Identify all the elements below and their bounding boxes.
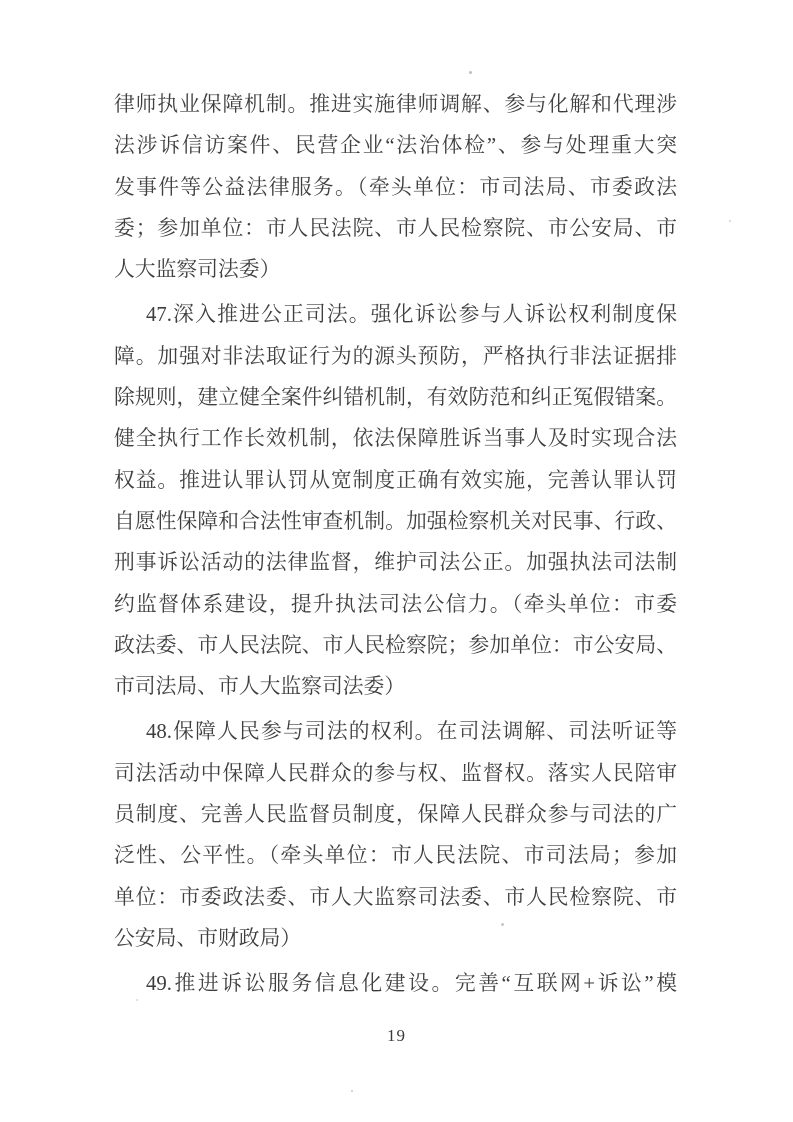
text-line: 市司法局、市人大监察司法委）: [114, 675, 406, 699]
paragraph-49: [114, 963, 677, 1004]
text-line: 48.保障人民参与司法的权利。在司法调解、司法听证等: [146, 720, 677, 744]
text-line: 员制度、完善人民监督员制度，保障人民群众参与司法的广: [114, 803, 677, 827]
text-line: 自愿性保障和合法性审查机制。加强检察机关对民事、行政、: [114, 509, 677, 533]
text-line: 单位：市委政法委、市人大监察司法委、市人民检察院、市: [114, 885, 677, 909]
text-line: 人大监察司法委）: [114, 258, 281, 282]
text-line: 发事件等公益法律服务。（牵头单位：市司法局、市委政法: [114, 175, 677, 199]
text-line: 泛性、公平性。（牵头单位：市人民法院、市司法局；参加: [114, 844, 677, 868]
scan-speck: [351, 1090, 353, 1092]
text-line: 49.推进诉讼服务信息化建设。完善“互联网+诉讼”模: [146, 972, 677, 996]
text-line: 律师执业保障机制。推进实施律师调解、参与化解和代理涉: [114, 93, 677, 116]
text-line: 权益。推进认罪认罚从宽制度正确有效实施，完善认罪认罚: [114, 468, 677, 492]
text-line: 政法委、市人民法院、市人民检察院；参加单位：市公安局、: [114, 633, 677, 657]
text-line: 司法活动中保障人民群众的参与权、监督权。落实人民陪审: [114, 761, 677, 785]
paragraph-46-continuation: [114, 84, 677, 290]
text-line: 公安局、市财政局）: [114, 926, 302, 950]
text-line: 47.深入推进公正司法。强化诉讼参与人诉讼权利制度保: [146, 303, 677, 327]
text-line: 刑事诉讼活动的法律监督，维护司法公正。加强执法司法制: [114, 551, 677, 575]
text-line: 法涉诉信访案件、民营企业“法治体检”、参与处理重大突: [114, 134, 677, 158]
page-number: 19: [387, 1026, 406, 1045]
text-line: 约监督体系建设，提升执法司法公信力。（牵头单位：市委: [114, 592, 677, 616]
scan-speck: [729, 220, 731, 222]
text-line: 障。加强对非法取证行为的源头预防，严格执行非法证据排: [114, 344, 677, 368]
paragraph-48: [114, 711, 677, 959]
scan-speck: [469, 71, 472, 74]
body-text: [114, 84, 677, 1005]
paragraph-47: [114, 294, 677, 707]
text-line: 健全执行工作长效机制，依法保障胜诉当事人及时实现合法: [114, 427, 677, 451]
text-line: 委；参加单位：市人民法院、市人民检察院、市公安局、市: [114, 216, 677, 240]
text-line: 除规则，建立健全案件纠错机制，有效防范和纠正冤假错案。: [114, 386, 677, 410]
